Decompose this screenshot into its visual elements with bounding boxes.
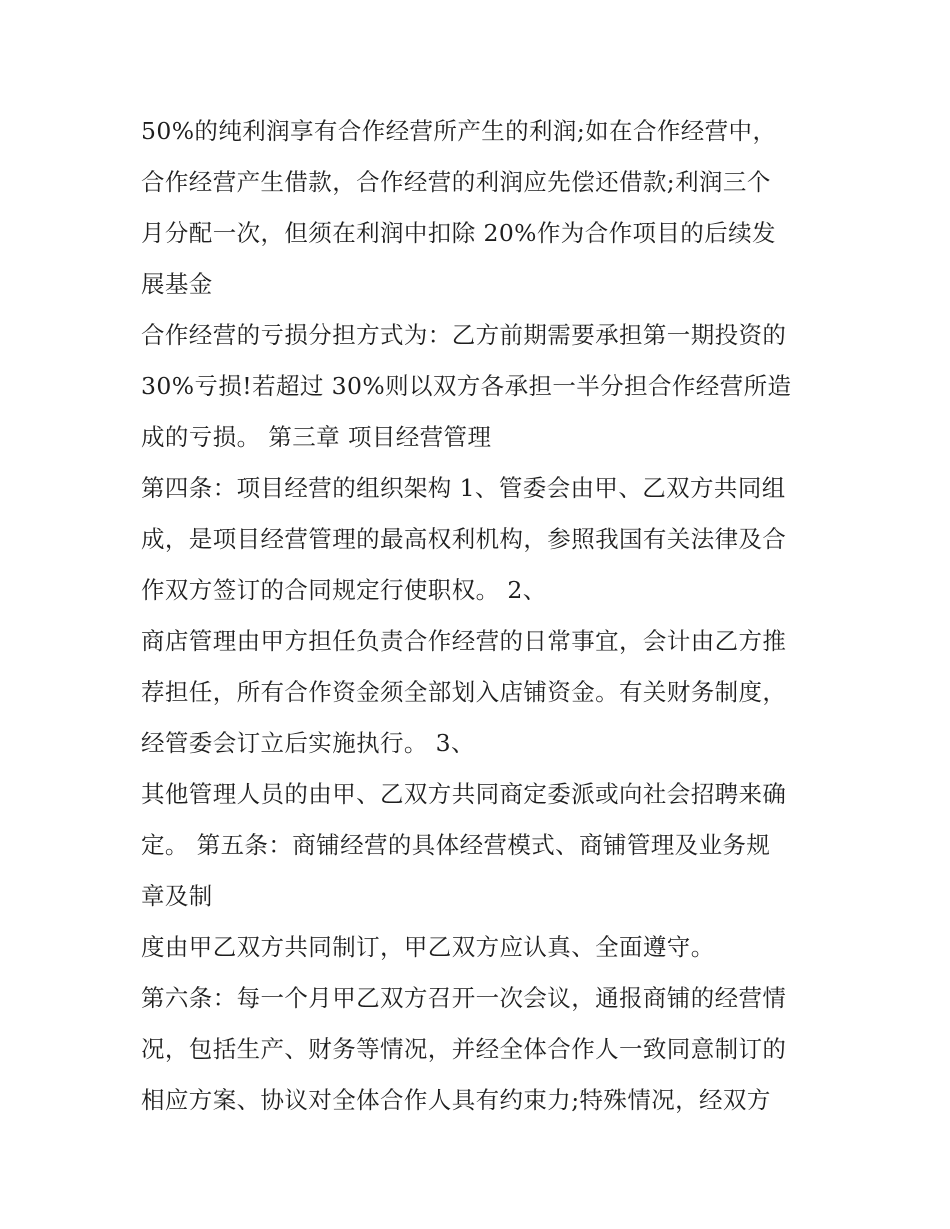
text-line: 相应方案、协议对全体合作人具有约束力;特殊情况，经双方	[141, 1086, 771, 1114]
text-line: 30%亏损!若超过 30%则以双方各承担一半分担合作经营所造	[141, 372, 792, 400]
text-line: 商店管理由甲方担任负责合作经营的日常事宜，会计由乙方推	[141, 627, 787, 655]
text-line: 第六条：每一个月甲乙双方召开一次会议，通报商铺的经营情	[141, 984, 787, 1012]
text-line: 第四条：项目经营的组织架构 1、管委会由甲、乙双方共同组	[141, 474, 786, 502]
text-line: 况，包括生产、财务等情况，并经全体合作人一致同意制订的	[141, 1035, 787, 1063]
text-line: 合作经营产生借款，合作经营的利润应先偿还借款;利润三个	[141, 168, 771, 196]
text-line: 度由甲乙双方共同制订，甲乙双方应认真、全面遵守。	[141, 933, 715, 961]
text-line: 合作经营的亏损分担方式为：乙方前期需要承担第一期投资的	[141, 321, 787, 349]
text-line: 成，是项目经营管理的最高权利机构，参照我国有关法律及合	[141, 525, 787, 553]
document-body	[141, 106, 821, 1126]
text-line: 月分配一次，但须在利润中扣除 20%作为合作项目的后续发	[141, 219, 776, 247]
text-line: 50%的纯利润享有合作经营所产生的利润;如在合作经营中，	[141, 117, 777, 145]
text-line: 其他管理人员的由甲、乙双方共同商定委派或向社会招聘来确	[141, 780, 787, 808]
text-line: 经管委会订立后实施执行。 3、	[141, 729, 475, 757]
text-line: 定。 第五条：商铺经营的具体经营模式、商铺管理及业务规	[141, 831, 771, 859]
text-line: 荐担任，所有合作资金须全部划入店铺资金。有关财务制度，	[141, 678, 787, 706]
text-line: 作双方签订的合同规定行使职权。 2、	[141, 576, 547, 604]
text-line: 成的亏损。 第三章 项目经营管理	[141, 423, 492, 451]
text-line: 章及制	[141, 882, 213, 910]
text-line: 展基金	[141, 270, 213, 298]
